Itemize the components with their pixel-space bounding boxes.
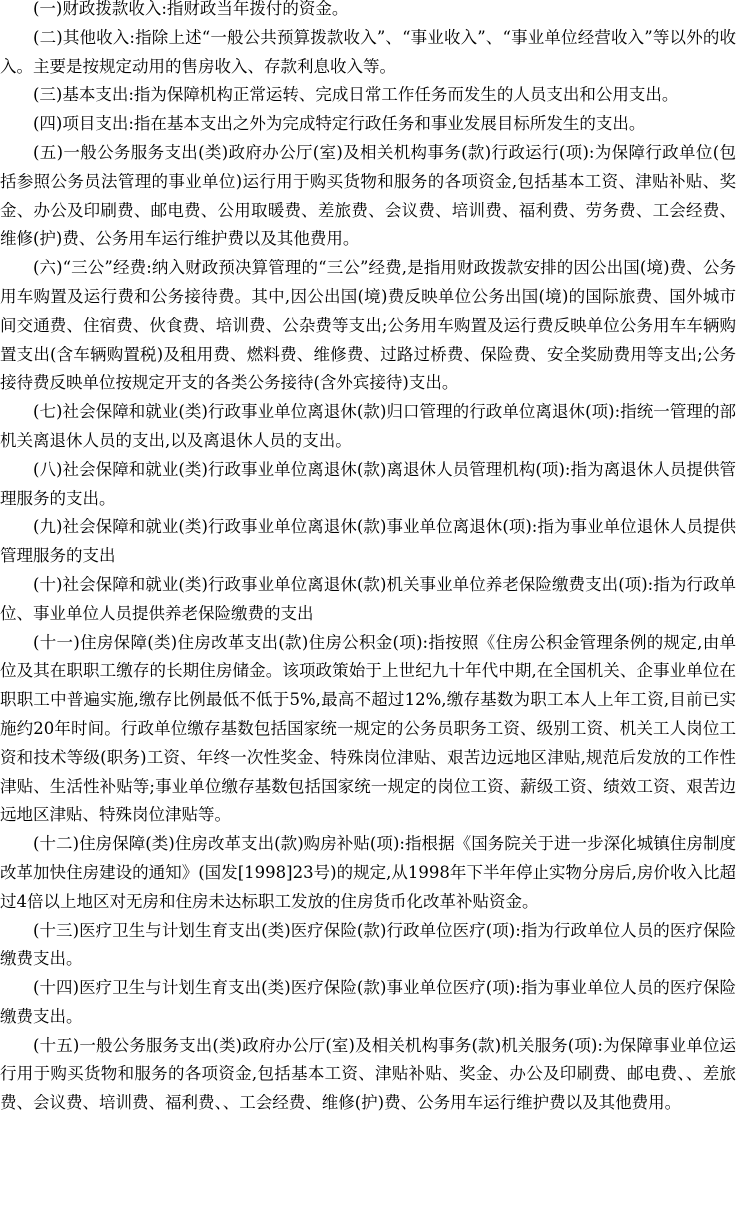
paragraph-administrative-medical: (十三)医疗卫生与计划生育支出(类)医疗保险(款)行政单位医疗(项):指为行政单位人员的医疗保险缴费支出。 <box>0 920 736 969</box>
paragraph-basic-expenditure: (三)基本支出:指为保障机构正常运转、完成日常工作任务而发生的人员支出和公用支出。 <box>33 85 679 105</box>
paragraph-housing-provident-fund: (十一)住房保障(类)住房改革支出(款)住房公积金(项):指按照《住房公积金管理条例的规定,由单位及其在职职工缴存的长期住房储金。该项政策始于上世纪九十年代中期,在全国机关、企事业单位在职职工中普遍实施,缴存比例最低不低于5%,最高不超过12%,缴存基数为职工本人上年工资,目前已实施约20年时间。行政单位缴存基数包括国家统一规定的公务员职务工资、级别工资、机关工人岗位工资和技术等级(职务)工资、年终一次性奖金、特殊岗位津贴、艰苦边远地区津贴,规范后发放的工作性津贴、生活性补贴等;事业单位缴存基数包括国家统一规定的岗位工资、薪级工资、绩效工资、艰苦边远地区津贴、特殊岗位津贴等。 <box>0 632 736 825</box>
paragraph-three-public-expenses: (六)“三公”经费:纳入财政预决算管理的“三公”经费,是指用财政拨款安排的因公出国(境)费、公务用车购置及运行费和公务接待费。其中,因公出国(境)费反映单位公务出国(境)的国际旅费、国外城市间交通费、住宿费、伙食费、培训费、公杂费等支出;公务用车购置及运行费反映单位公务用车车辆购置支出(含车辆购置税)及租用费、燃料费、维修费、过路过桥费、保险费、安全奖励费用等支出;公务接待费反映单位按规定开支的各类公务接待(含外宾接待)支出。 <box>0 258 736 393</box>
paragraph-institution-retirement: (九)社会保障和就业(类)行政事业单位离退休(款)事业单位离退休(项):指为事业单位退休人员提供管理服务的支出 <box>0 517 736 566</box>
paragraph-housing-subsidy: (十二)住房保障(类)住房改革支出(款)购房补贴(项):指根据《国务院关于进一步深化城镇住房制度改革加快住房建设的通知》(国发[1998]23号)的规定,从1998年下半年停止实物分房后,房价收入比超过4倍以上地区对无房和住房未达标职工发放的住房货币化改革补贴资金。 <box>0 834 736 911</box>
paragraph-retirement-centralized: (七)社会保障和就业(类)行政事业单位离退休(款)归口管理的行政单位离退休(项):指统一管理的部机关离退休人员的支出,以及离退休人员的支出。 <box>0 402 736 450</box>
paragraph-project-expenditure: (四)项目支出:指在基本支出之外为完成特定行政任务和事业发展目标所发生的支出。 <box>33 114 646 134</box>
paragraph-retirement-management: (八)社会保障和就业(类)行政事业单位离退休(款)离退休人员管理机构(项):指为离退休人员提供管理服务的支出。 <box>0 459 736 508</box>
paragraph-fiscal-appropriation-income: (一)财政拨款收入:指财政当年拨付的资金。 <box>33 0 349 18</box>
paragraph-administrative-operation: (五)一般公务服务支出(类)政府办公厅(室)及相关机构事务(款)行政运行(项):为保障行政单位(包括参照公务员法管理的事业单位)运行用于购买货物和服务的各项资金,包括基本工资、津贴补贴、奖金、办公及印刷费、邮电费、公用取暖费、差旅费、会议费、培训费、福利费、劳务费、工会经费、维修(护)费、公务用车运行维护费以及其他费用。 <box>0 142 736 249</box>
paragraph-other-income: (二)其他收入:指除上述“一般公共预算拨款收入”、“事业收入”、“事业单位经营收入”等以外的收入。主要是按规定动用的售房收入、存款利息收入等。 <box>0 27 736 76</box>
paragraph-agency-services: (十五)一般公务服务支出(类)政府办公厅(室)及相关机构事务(款)机关服务(项):为保障事业单位运行用于购买货物和服务的各项资金,包括基本工资、津贴补贴、奖金、办公及印刷费、邮电费、、差旅费、会议费、培训费、福利费、、工会经费、维修(护)费、公务用车运行维护费以及其他费用。 <box>0 1035 736 1113</box>
paragraph-institution-medical: (十四)医疗卫生与计划生育支出(类)医疗保险(款)事业单位医疗(项):指为事业单位人员的医疗保险缴费支出。 <box>0 978 736 1026</box>
paragraph-pension-insurance: (十)社会保障和就业(类)行政事业单位离退休(款)机关事业单位养老保险缴费支出(项):指为行政单位、事业单位人员提供养老保险缴费的支出 <box>0 574 736 623</box>
